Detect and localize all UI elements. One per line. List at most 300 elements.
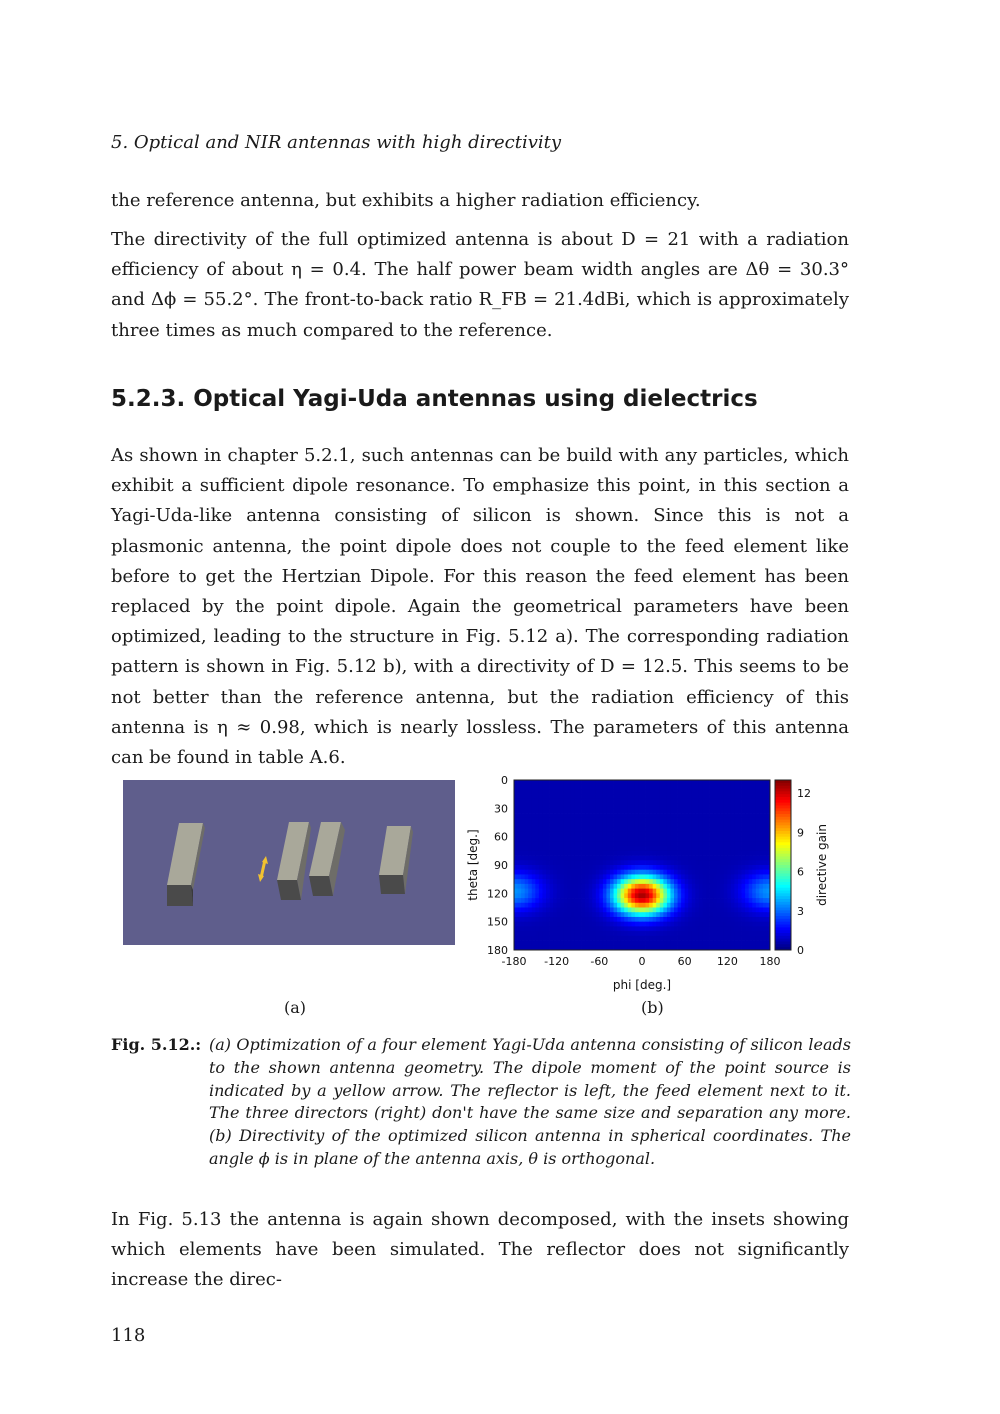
heatmap-cell xyxy=(699,903,703,908)
heatmap-cell xyxy=(642,879,646,884)
heatmap-cell xyxy=(738,827,742,832)
heatmap-cell xyxy=(745,804,749,809)
heatmap-cell xyxy=(756,917,760,922)
heatmap-cell xyxy=(617,922,621,927)
colorbar-swatch xyxy=(775,808,791,811)
heatmap-cell xyxy=(546,922,550,927)
heatmap-cell xyxy=(638,870,642,875)
heatmap-cell xyxy=(663,884,667,889)
heatmap-cell xyxy=(656,794,660,799)
heatmap-cell xyxy=(599,856,603,861)
colorbar-swatch xyxy=(775,831,791,834)
heatmap-cell xyxy=(720,846,724,851)
heatmap-cell xyxy=(706,851,710,856)
heatmap-cell xyxy=(596,893,600,898)
heatmap-cell xyxy=(610,917,614,922)
heatmap-cell xyxy=(521,926,525,931)
heatmap-cell xyxy=(564,846,568,851)
heatmap-cell xyxy=(663,837,667,842)
heatmap-cell xyxy=(564,926,568,931)
heatmap-cell xyxy=(678,818,682,823)
x-tick-label: -60 xyxy=(590,955,609,968)
heatmap-cell xyxy=(756,846,760,851)
heatmap-cell xyxy=(560,860,564,865)
heatmap-cell xyxy=(617,870,621,875)
heatmap-cell xyxy=(649,789,653,794)
heatmap-cell xyxy=(720,908,724,913)
heatmap-cell xyxy=(699,870,703,875)
heatmap-cell xyxy=(518,865,522,870)
heatmap-cell xyxy=(649,804,653,809)
heatmap-cells xyxy=(514,780,770,950)
heatmap-cell xyxy=(656,823,660,828)
heatmap-cell xyxy=(542,941,546,946)
colorbar-swatch xyxy=(775,837,791,840)
heatmap-cell xyxy=(667,922,671,927)
heatmap-cell xyxy=(727,813,731,818)
heatmap-cell xyxy=(582,813,586,818)
heatmap-cell xyxy=(535,837,539,842)
heatmap-cell xyxy=(535,860,539,865)
heatmap-cell xyxy=(550,841,554,846)
heatmap-cell xyxy=(763,893,767,898)
heatmap-cell xyxy=(521,912,525,917)
heatmap-cell xyxy=(720,818,724,823)
heatmap-cell xyxy=(646,936,650,941)
heatmap-cell xyxy=(699,832,703,837)
heatmap-cell xyxy=(745,917,749,922)
heatmap-cell xyxy=(738,874,742,879)
heatmap-cell xyxy=(699,908,703,913)
heatmap-cell xyxy=(649,832,653,837)
heatmap-cell xyxy=(539,874,543,879)
heatmap-cell xyxy=(521,941,525,946)
heatmap-cell xyxy=(674,936,678,941)
heatmap-cell xyxy=(631,898,635,903)
heatmap-cell xyxy=(667,789,671,794)
colorbar-swatch xyxy=(775,828,791,831)
heatmap-cell xyxy=(564,827,568,832)
heatmap-cell xyxy=(617,889,621,894)
heatmap-cell xyxy=(539,804,543,809)
heatmap-cell xyxy=(560,926,564,931)
heatmap-cell xyxy=(553,879,557,884)
heatmap-cell xyxy=(653,936,657,941)
heatmap-cell xyxy=(702,912,706,917)
heatmap-cell xyxy=(567,931,571,936)
heatmap-cell xyxy=(674,879,678,884)
heatmap-cell xyxy=(731,889,735,894)
heatmap-cell xyxy=(724,893,728,898)
heatmap-cell xyxy=(614,846,618,851)
heatmap-cell xyxy=(514,846,518,851)
heatmap-cell xyxy=(518,823,522,828)
heatmap-cell xyxy=(578,874,582,879)
heatmap-cell xyxy=(752,926,756,931)
heatmap-cell xyxy=(731,931,735,936)
heatmap-cell xyxy=(635,827,639,832)
heatmap-cell xyxy=(681,856,685,861)
heatmap-cell xyxy=(560,837,564,842)
heatmap-cell xyxy=(720,851,724,856)
heatmap-cell xyxy=(685,813,689,818)
heatmap-cell xyxy=(617,823,621,828)
heatmap-cell xyxy=(621,813,625,818)
heatmap-cell xyxy=(713,893,717,898)
heatmap-cell xyxy=(660,893,664,898)
heatmap-cell xyxy=(727,926,731,931)
heatmap-cell xyxy=(642,841,646,846)
heatmap-cell xyxy=(724,870,728,875)
heatmap-cell xyxy=(589,837,593,842)
heatmap-cell xyxy=(649,917,653,922)
colorbar-swatch xyxy=(775,868,791,871)
heatmap-cell xyxy=(642,789,646,794)
heatmap-cell xyxy=(734,874,738,879)
heatmap-cell xyxy=(528,851,532,856)
directivity-heatmap xyxy=(462,775,840,995)
heatmap-cell xyxy=(702,903,706,908)
heatmap-cell xyxy=(578,799,582,804)
heatmap-cell xyxy=(702,860,706,865)
heatmap-cell xyxy=(550,874,554,879)
heatmap-cell xyxy=(742,841,746,846)
heatmap-cell xyxy=(653,851,657,856)
heatmap-cell xyxy=(731,794,735,799)
heatmap-cell xyxy=(660,799,664,804)
heatmap-cell xyxy=(713,931,717,936)
heatmap-cell xyxy=(706,898,710,903)
heatmap-cell xyxy=(731,785,735,790)
colorbar-swatch xyxy=(775,865,791,868)
heatmap-cell xyxy=(553,884,557,889)
heatmap-cell xyxy=(528,804,532,809)
heatmap-cell xyxy=(628,893,632,898)
heatmap-cell xyxy=(557,818,561,823)
heatmap-cell xyxy=(642,804,646,809)
heatmap-cell xyxy=(532,941,536,946)
heatmap-cell xyxy=(660,922,664,927)
heatmap-cell xyxy=(681,903,685,908)
heatmap-cell xyxy=(638,832,642,837)
heatmap-cell xyxy=(525,941,529,946)
heatmap-cell xyxy=(656,936,660,941)
heatmap-cell xyxy=(631,789,635,794)
heatmap-cell xyxy=(649,837,653,842)
heatmap-cell xyxy=(621,856,625,861)
heatmap-cell xyxy=(631,780,635,785)
heatmap-cell xyxy=(713,870,717,875)
heatmap-cell xyxy=(557,780,561,785)
heatmap-cell xyxy=(582,818,586,823)
heatmap-cell xyxy=(606,912,610,917)
heatmap-cell xyxy=(685,789,689,794)
heatmap-cell xyxy=(678,813,682,818)
heatmap-cell xyxy=(692,837,696,842)
caption-label: Fig. 5.12.: xyxy=(111,1035,202,1054)
heatmap-cell xyxy=(688,823,692,828)
heatmap-cell xyxy=(560,851,564,856)
heatmap-cell xyxy=(731,846,735,851)
heatmap-cell xyxy=(670,908,674,913)
heatmap-cell xyxy=(695,785,699,790)
heatmap-cell xyxy=(567,926,571,931)
heatmap-cell xyxy=(525,922,529,927)
heatmap-cell xyxy=(585,936,589,941)
heatmap-cell xyxy=(624,941,628,946)
heatmap-cell xyxy=(649,912,653,917)
heatmap-cell xyxy=(542,789,546,794)
heatmap-cell xyxy=(667,813,671,818)
heatmap-cell xyxy=(745,799,749,804)
heatmap-cell xyxy=(681,799,685,804)
heatmap-cell xyxy=(688,936,692,941)
heatmap-cell xyxy=(720,941,724,946)
heatmap-cell xyxy=(557,799,561,804)
heatmap-cell xyxy=(706,865,710,870)
heatmap-cell xyxy=(681,846,685,851)
heatmap-cell xyxy=(678,789,682,794)
heatmap-cell xyxy=(628,936,632,941)
heatmap-cell xyxy=(713,936,717,941)
heatmap-cell xyxy=(567,794,571,799)
heatmap-cell xyxy=(571,841,575,846)
heatmap-cell xyxy=(763,799,767,804)
heatmap-cell xyxy=(752,903,756,908)
heatmap-cell xyxy=(663,799,667,804)
heatmap-cell xyxy=(731,908,735,913)
heatmap-cell xyxy=(539,936,543,941)
heatmap-cell xyxy=(710,912,714,917)
heatmap-cell xyxy=(742,813,746,818)
heatmap-cell xyxy=(717,917,721,922)
heatmap-cell xyxy=(724,804,728,809)
heatmap-cell xyxy=(720,926,724,931)
heatmap-cell xyxy=(706,903,710,908)
heatmap-cell xyxy=(653,789,657,794)
heatmap-cell xyxy=(631,926,635,931)
heatmap-cell xyxy=(550,884,554,889)
heatmap-cell xyxy=(546,841,550,846)
heatmap-cell xyxy=(660,808,664,813)
heatmap-cell xyxy=(692,827,696,832)
heatmap-cell xyxy=(638,818,642,823)
heatmap-cell xyxy=(710,789,714,794)
heatmap-cell xyxy=(688,785,692,790)
heatmap-cell xyxy=(546,808,550,813)
heatmap-cell xyxy=(528,922,532,927)
heatmap-cell xyxy=(763,860,767,865)
heatmap-cell xyxy=(546,908,550,913)
heatmap-cell xyxy=(635,917,639,922)
heatmap-cell xyxy=(635,879,639,884)
heatmap-cell xyxy=(692,846,696,851)
heatmap-cell xyxy=(642,856,646,861)
heatmap-cell xyxy=(553,912,557,917)
heatmap-cell xyxy=(571,856,575,861)
heatmap-cell xyxy=(717,841,721,846)
heatmap-cell xyxy=(603,827,607,832)
heatmap-cell xyxy=(535,870,539,875)
heatmap-cell xyxy=(649,870,653,875)
heatmap-cell xyxy=(717,893,721,898)
heatmap-cell xyxy=(557,851,561,856)
heatmap-cell xyxy=(539,865,543,870)
heatmap-cell xyxy=(653,785,657,790)
heatmap-cell xyxy=(571,941,575,946)
heatmap-cell xyxy=(646,785,650,790)
heatmap-cell xyxy=(646,856,650,861)
heatmap-cell xyxy=(717,898,721,903)
heatmap-cell xyxy=(678,879,682,884)
heatmap-cell xyxy=(656,860,660,865)
heatmap-cell xyxy=(614,827,618,832)
heatmap-cell xyxy=(678,846,682,851)
heatmap-cell xyxy=(585,804,589,809)
heatmap-cell xyxy=(592,922,596,927)
heatmap-cell xyxy=(550,926,554,931)
heatmap-cell xyxy=(685,827,689,832)
heatmap-cell xyxy=(670,893,674,898)
heatmap-cell xyxy=(685,893,689,898)
heatmap-cell xyxy=(521,808,525,813)
heatmap-cell xyxy=(756,851,760,856)
heatmap-cell xyxy=(525,931,529,936)
heatmap-cell xyxy=(660,780,664,785)
heatmap-cell xyxy=(606,889,610,894)
heatmap-cell xyxy=(525,804,529,809)
heatmap-cell xyxy=(574,865,578,870)
heatmap-cell xyxy=(571,851,575,856)
heatmap-cell xyxy=(560,898,564,903)
heatmap-cell xyxy=(596,898,600,903)
heatmap-cell xyxy=(518,841,522,846)
heatmap-cell xyxy=(663,823,667,828)
heatmap-cell xyxy=(539,926,543,931)
heatmap-cell xyxy=(688,889,692,894)
heatmap-cell xyxy=(635,936,639,941)
heatmap-cell xyxy=(532,785,536,790)
heatmap-cell xyxy=(706,837,710,842)
heatmap-cell xyxy=(514,813,518,818)
heatmap-cell xyxy=(567,846,571,851)
heatmap-cell xyxy=(606,874,610,879)
heatmap-cell xyxy=(539,813,543,818)
heatmap-cell xyxy=(713,903,717,908)
heatmap-cell xyxy=(621,870,625,875)
heatmap-cell xyxy=(635,889,639,894)
heatmap-cell xyxy=(631,889,635,894)
heatmap-cell xyxy=(521,799,525,804)
heatmap-cell xyxy=(706,832,710,837)
heatmap-cell xyxy=(752,799,756,804)
heatmap-cell xyxy=(681,780,685,785)
heatmap-cell xyxy=(727,860,731,865)
colorbar-swatch xyxy=(775,893,791,896)
heatmap-cell xyxy=(731,884,735,889)
heatmap-cell xyxy=(628,823,632,828)
heatmap-cell xyxy=(592,898,596,903)
heatmap-cell xyxy=(674,884,678,889)
heatmap-cell xyxy=(692,903,696,908)
heatmap-cell xyxy=(592,908,596,913)
heatmap-cell xyxy=(692,856,696,861)
heatmap-cell xyxy=(550,865,554,870)
heatmap-cell xyxy=(724,846,728,851)
heatmap-cell xyxy=(599,903,603,908)
heatmap-cell xyxy=(628,865,632,870)
heatmap-cell xyxy=(642,808,646,813)
colorbar-swatch xyxy=(775,862,791,865)
heatmap-cell xyxy=(560,827,564,832)
heatmap-cell xyxy=(706,884,710,889)
heatmap-cell xyxy=(699,912,703,917)
heatmap-cell xyxy=(521,893,525,898)
heatmap-cell xyxy=(582,874,586,879)
heatmap-cell xyxy=(571,804,575,809)
heatmap-cell xyxy=(603,851,607,856)
heatmap-cell xyxy=(720,903,724,908)
heatmap-cell xyxy=(521,898,525,903)
heatmap-cell xyxy=(688,780,692,785)
heatmap-cell xyxy=(574,879,578,884)
heatmap-cell xyxy=(717,789,721,794)
heatmap-cell xyxy=(571,808,575,813)
heatmap-cell xyxy=(763,856,767,861)
heatmap-cell xyxy=(717,818,721,823)
heatmap-cell xyxy=(734,794,738,799)
heatmap-cell xyxy=(578,804,582,809)
heatmap-cell xyxy=(514,941,518,946)
heatmap-cell xyxy=(542,917,546,922)
heatmap-cell xyxy=(521,917,525,922)
heatmap-cell xyxy=(542,804,546,809)
heatmap-cell xyxy=(617,780,621,785)
heatmap-cell xyxy=(656,846,660,851)
heatmap-cell xyxy=(713,856,717,861)
heatmap-cell xyxy=(685,865,689,870)
colorbar-swatch xyxy=(775,944,791,947)
heatmap-cell xyxy=(731,874,735,879)
heatmap-cell xyxy=(649,931,653,936)
heatmap-cell xyxy=(535,827,539,832)
heatmap-cell xyxy=(724,898,728,903)
heatmap-cell xyxy=(638,856,642,861)
heatmap-cell xyxy=(663,856,667,861)
heatmap-cell xyxy=(567,922,571,927)
heatmap-cell xyxy=(557,903,561,908)
heatmap-cell xyxy=(738,889,742,894)
heatmap-cell xyxy=(663,846,667,851)
x-axis-label: phi [deg.] xyxy=(612,978,672,992)
heatmap-cell xyxy=(621,794,625,799)
heatmap-cell xyxy=(599,799,603,804)
heatmap-cell xyxy=(589,931,593,936)
heatmap-cell xyxy=(688,903,692,908)
heatmap-cell xyxy=(745,898,749,903)
heatmap-cell xyxy=(706,789,710,794)
heatmap-cell xyxy=(720,780,724,785)
heatmap-cell xyxy=(582,865,586,870)
heatmap-cell xyxy=(599,860,603,865)
heatmap-cell xyxy=(699,846,703,851)
heatmap-cell xyxy=(749,789,753,794)
heatmap-cell xyxy=(560,941,564,946)
heatmap-cell xyxy=(749,936,753,941)
heatmap-cell xyxy=(734,922,738,927)
heatmap-cell xyxy=(727,941,731,946)
heatmap-cell xyxy=(557,832,561,837)
